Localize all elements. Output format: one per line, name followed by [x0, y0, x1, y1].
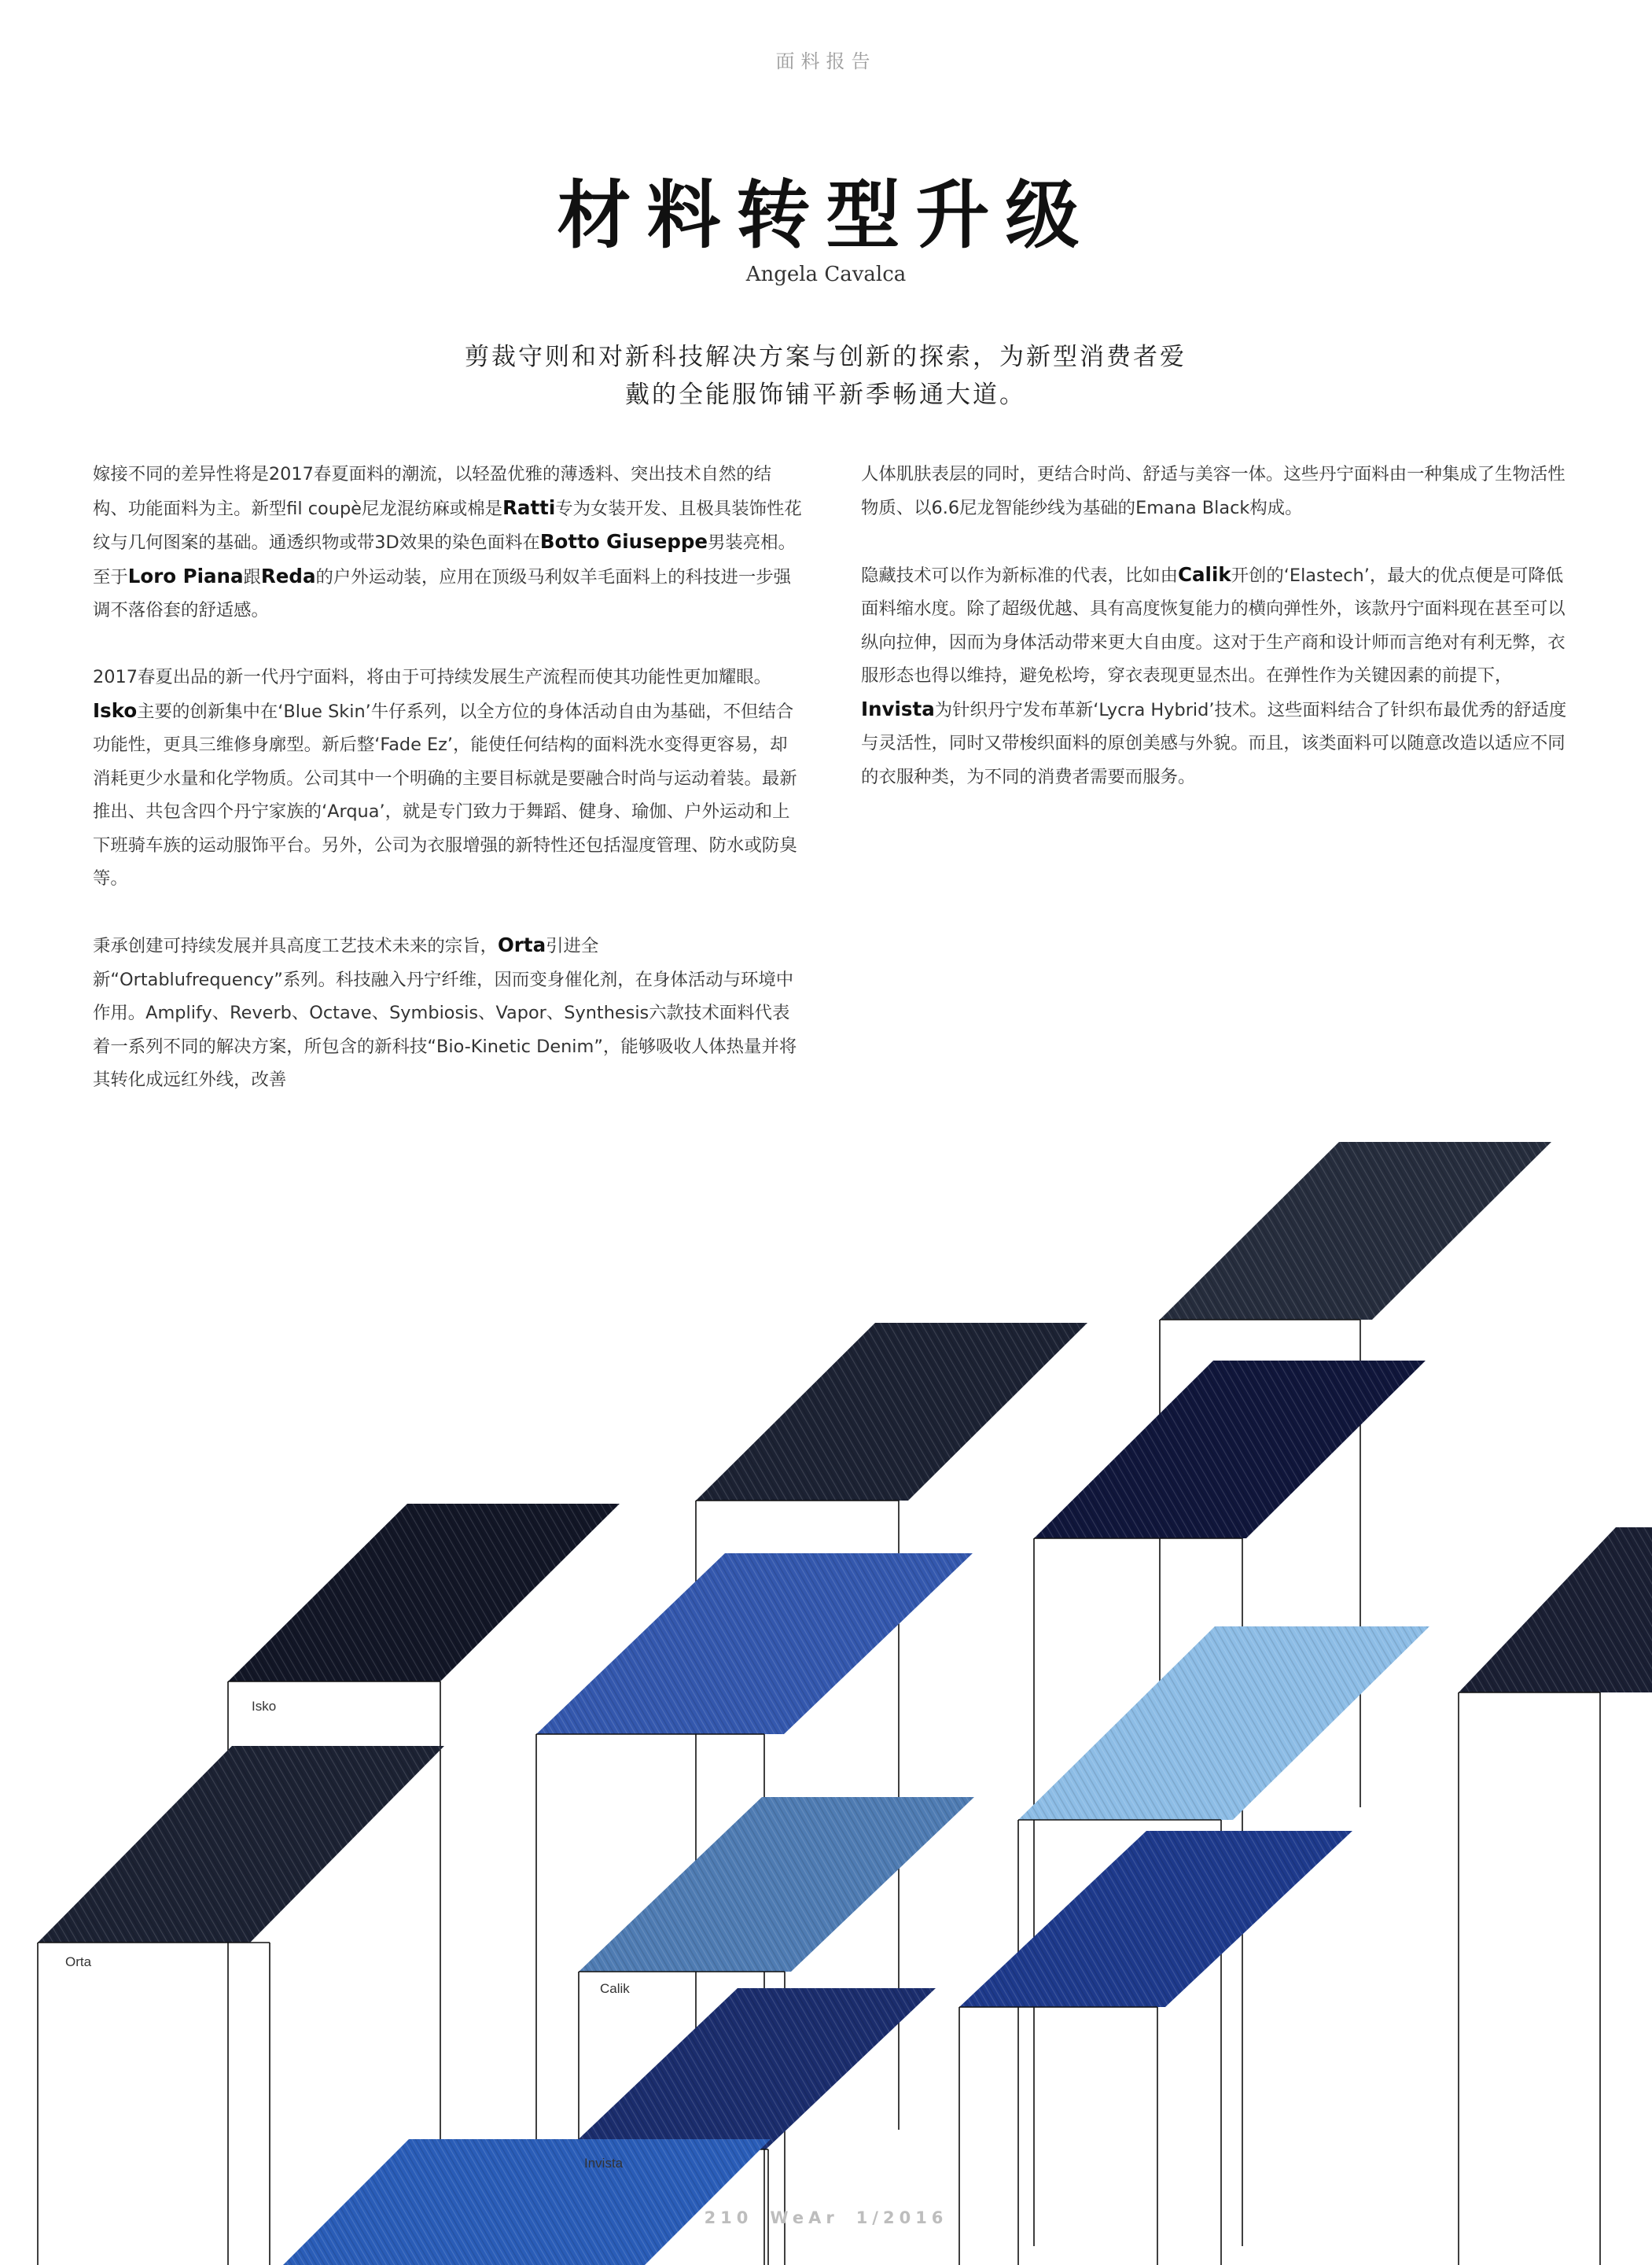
denim-swatch [212, 2139, 771, 2265]
article-left-column [93, 458, 804, 1130]
paragraph-text: 隐藏技术可以作为新标准的代表，比如由 [861, 565, 1179, 586]
denim-swatch [228, 1504, 620, 1681]
paragraph-text: 男装亮相。至于 [93, 532, 796, 587]
issue-number: 1/2016 [855, 2208, 948, 2227]
article-paragraph [861, 558, 1573, 794]
label-orta: Orta [65, 1954, 92, 1969]
denim-swatch [568, 1988, 936, 2149]
denim-block-illustration [0, 1101, 1652, 2265]
brand-name: Reda [260, 564, 316, 587]
brand-name: Botto Giuseppe [539, 530, 708, 553]
denim-swatch [579, 1797, 974, 1972]
brand-name: Orta [497, 934, 546, 956]
label-invista: Invista [584, 2156, 624, 2171]
denim-swatch [536, 1553, 973, 1734]
article-paragraph [93, 458, 804, 628]
article-paragraph [93, 661, 804, 896]
brand-name: Calik [1178, 562, 1231, 586]
block-edge [1459, 1692, 1600, 2265]
denim-swatch [1018, 1626, 1429, 1820]
page-number: 210 [704, 2208, 753, 2227]
denim-swatch [1034, 1361, 1426, 1538]
brand-name: Loro Piana [127, 564, 244, 587]
label-isko: Isko [252, 1699, 277, 1714]
brand-name: Ratti [502, 495, 556, 519]
denim-swatch [1459, 1527, 1652, 1692]
article-paragraph [93, 929, 804, 1097]
paragraph-text: 开创的‘Elastech’，最大的优点便是可降低面料缩水度。除了超级优越、具有高度恢复能力的横向弹性外，该款丹宁面料现在甚至可以纵向拉伸，因而为身体活动带来更大自由度。这对于生产商和设计师而言绝对有利无弊，衣服形态也得以维持，避免松垮，穿衣表现更显杰出。在弹性作为关键因素的前提下， [861, 565, 1566, 686]
paragraph-text: 为针织丹宁发布革新‘Lycra Hybrid’技术。这些面料结合了针织布最优秀的舒适度与灵活性，同时又带梭织面料的原创美感与外貌。而且，该类面料可以随意改造以适应不同的衣服种类，为不同的消费者需要而服务。 [861, 699, 1567, 787]
paragraph-text: 引进全新“Ortablufrequency”系列。科技融入丹宁纤维，因而变身催化剂，在身体活动与环境中作用。Amplify、Reverb、Octave、Symbiosis、Vapor、Synthesis六款技术面料代表着一系列不同的解决方案，所包含的新科技“Bio-Kinetic Denim”，能够吸收人体热量并将其转化成远红外线，改善 [93, 936, 797, 1090]
paragraph-text: 秉承创建可持续发展并具高度工艺技术未来的宗旨， [93, 936, 498, 956]
paragraph-text: 嫁接不同的差异性将是2017春夏面料的潮流，以轻盈优雅的薄透料、突出技术自然的结构、功能面料为主。新型fil coupè尼龙混纺麻或棉是 [93, 464, 772, 519]
article-right-column [861, 458, 1573, 827]
brand-name: Invista [861, 697, 935, 720]
paragraph-text: 2017春夏出品的新一代丹宁面料，将由于可持续发展生产流程而使其功能性更加耀眼。 [93, 667, 772, 687]
paragraph-text: 的户外运动装，应用在顶级马利奴羊毛面料上的科技进一步强调不落俗套的舒适感。 [93, 566, 792, 621]
denim-swatch [696, 1323, 1087, 1501]
paragraph-text: 跟 [243, 566, 261, 587]
paragraph-text: 人体肌肤表层的同时，更结合时尚、舒适与美容一体。这些丹宁面料由一种集成了生物活性物质、以6.6尼龙智能纱线为基础的Emana Black构成。 [861, 464, 1566, 518]
paragraph-text: 专为女装开发、且极具装饰性花纹与几何图案的基础。通透织物或带3D效果的染色面料在 [93, 498, 802, 553]
brand-name: Isko [93, 698, 138, 722]
label-calik: Calik [600, 1981, 630, 1996]
denim-swatch [38, 1746, 444, 1943]
author-byline: Angela Cavalca [745, 263, 907, 286]
lede-paragraph: 剪裁守则和对新科技解决方案与创新的探索，为新型消费者爱戴的全能服饰铺平新季畅通大道。 [465, 343, 1187, 409]
section-label: 面料报告 [775, 50, 877, 72]
paragraph-text: 主要的创新集中在‘Blue Skin’牛仔系列，以全方位的身体活动自由为基础，不但结合功能性，更具三维修身廓型。新后整‘Fade Ez’，能使任何结构的面料洗水变得更容易，却消耗更少水量和化学物质。公司其中一个明确的主要目标就是要融合时尚与运动着装。最新推出、共包含四个丹宁家族的‘Arqua’，就是专门致力于舞蹈、健身、瑜伽、户外运动和上下班骑车族的运动服饰平台。另外，公司为衣服增强的新特性还包括湿度管理、防水或防臭等。 [93, 701, 797, 889]
article-paragraph [861, 458, 1573, 525]
page-footer [0, 2208, 1652, 2227]
denim-swatch [1160, 1142, 1551, 1320]
page-title: 材料转型升级 [557, 173, 1095, 259]
magazine-name: WeAr [770, 2208, 839, 2227]
